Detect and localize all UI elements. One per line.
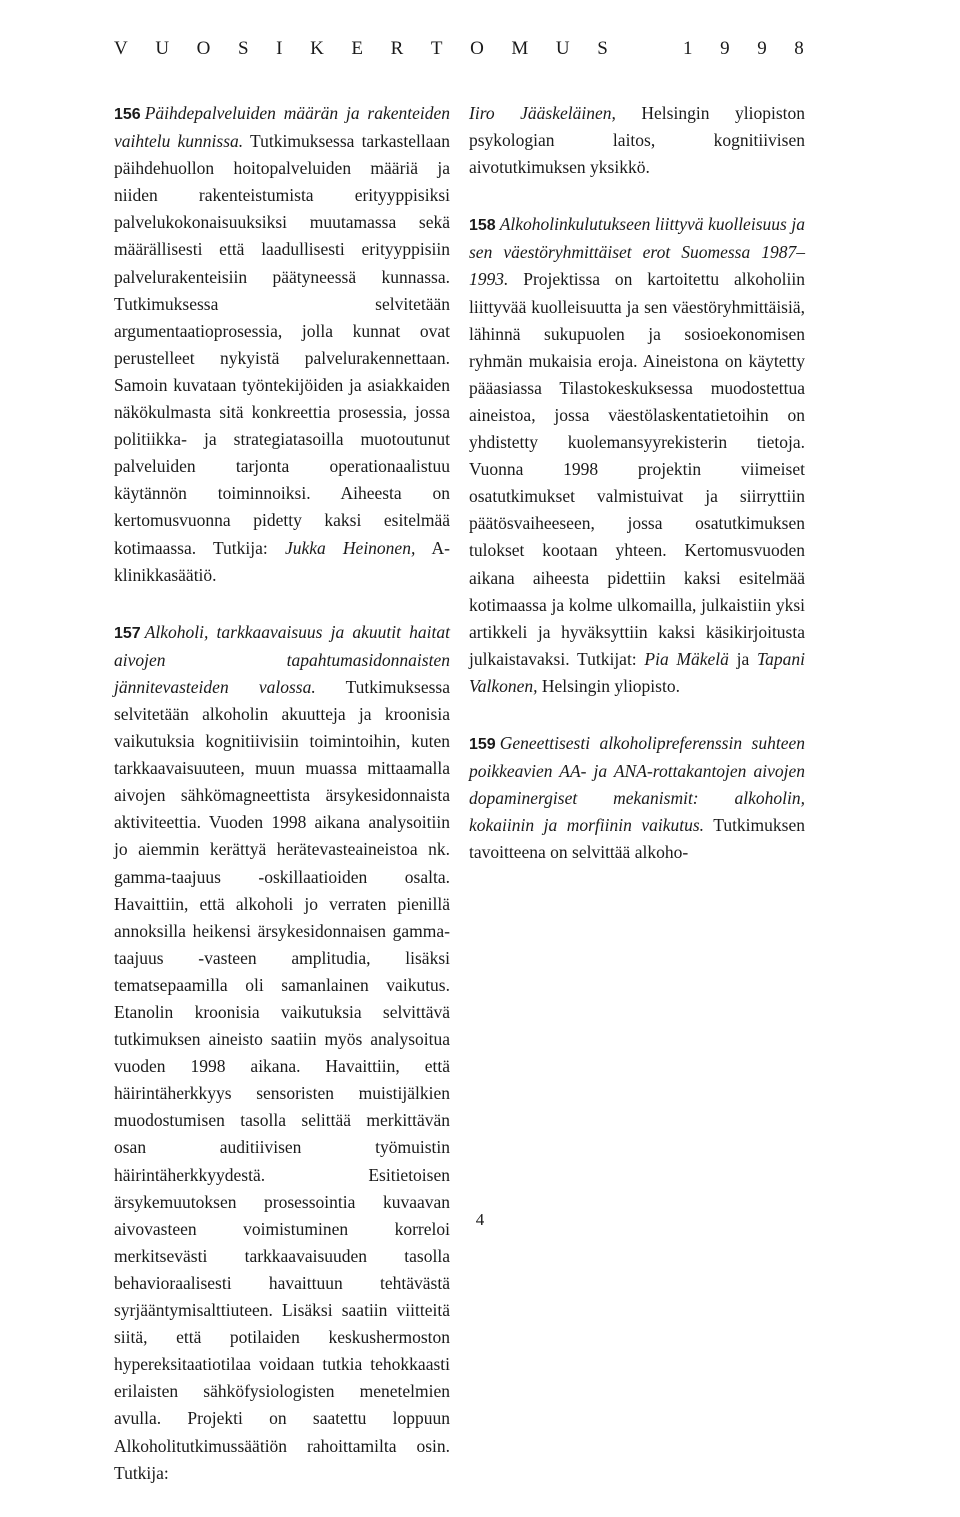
- right-column: [469, 100, 805, 896]
- entry-affiliation: Helsingin yliopisto.: [541, 675, 680, 696]
- research-entry-157: [114, 619, 450, 1487]
- header-letter: O: [196, 38, 211, 59]
- page-number: 4: [475, 1210, 485, 1229]
- header-letter: K: [310, 38, 324, 59]
- entry-number: 158: [469, 217, 496, 235]
- entry-number: 157: [114, 624, 141, 642]
- entry-affiliation: A-klinikkasäätiö.: [114, 537, 451, 585]
- entry-text: [114, 619, 450, 1487]
- header-letter: V: [114, 38, 128, 59]
- entry-body: Projektissa on kartoitettu alkoholiin liittyvää kuolleisuutta ja sen väestöryhmittäisiä, lähinnä sukupuolen ja sosioekonomisen ryhmän mukaisia eroja. Aineistona on käytetty pääasiassa Tilastokeskuksessa muodostettua aineistoa, jossa väestölaskentatietoihin on yhdistetty kuolemansyyrekisterin tietoja. Vuonna 1998 projektin viimeiset osatutkimukset valmistuivat ja siirryttiin päätösvaiheeseen, jossa osatutkimuksen tulokset kootaan yhteen. Kertomusvuoden aikana aiheesta pidettiin kaksi esitelmää kotimaassa ja kolme ulkomailla, julkaistiin yksi artikkeli ja hyväksyttiin kaksi käsikirjoitusta julkaistavaksi. Tutkijat:: [469, 269, 805, 669]
- entry-text: [469, 730, 805, 866]
- header-year-digit: 1: [683, 38, 693, 59]
- entry-title: Geneettisesti alkoholipreferenssin suhteen poikkeavien AA- ja ANA-rottakantojen aivojen dopaminergiset mekanismit: alkoholin, kokaiinin ja morfiinin vaikutus.: [469, 732, 805, 836]
- header-letter: O: [470, 38, 484, 59]
- entry-text: [469, 100, 805, 181]
- header-letter: T: [430, 38, 443, 59]
- header-letter: E: [351, 38, 364, 59]
- entry-text: [114, 100, 450, 589]
- header-letter: I: [276, 38, 283, 59]
- research-entry-158: [469, 211, 805, 700]
- header-letter: S: [237, 38, 249, 59]
- entry-affiliation: Helsingin yliopiston psykologian laitos, kognitiivisen aivotutkimuksen yksikkö.: [469, 103, 805, 178]
- entry-body: Tutkimuksessa tarkastellaan päihdehuollon hoitopalveluiden määriä ja niiden rakenteistumista erityyppisiksi palvelukokonaisuuksiksi muutamassa sekä määrällisesti että laadullisesti erityyppisiin palvelurakenteisiin päätyneessä kunnassa. Tutkimuksessa selvitetään argumentaatioprosessia, jolla kunnat ovat perustelleet nykyistä palvelurakennettaan. Samoin kuvataan työntekijöiden ja asiakkaiden näkökulmasta sitä konkreettia prosessia, jossa politiikka- ja strategiatasoilla muotoutunut palveluiden tarjonta operationaalistuu käytännön toiminnoiksi. Aiheesta on kertomusvuonna pidetty kaksi esitelmää kotimaassa. Tutkija:: [114, 131, 450, 558]
- research-entry-156: [114, 100, 450, 589]
- research-entry-157-continued: [469, 100, 805, 181]
- entry-text: [469, 211, 805, 700]
- entry-number: 156: [114, 106, 141, 123]
- entry-title: Päihdepalveluiden määrän ja rakenteiden vaihtelu kunnissa.: [114, 103, 450, 152]
- entry-researcher-2: Tapani Valkonen,: [469, 648, 806, 696]
- left-column: [114, 100, 450, 1517]
- header-year-digit: 9: [720, 38, 730, 59]
- header-letter: U: [155, 38, 170, 59]
- header-letter: M: [511, 38, 529, 59]
- entry-body: Tutkimuksen tavoitteena on selvittää alkoho-: [469, 815, 805, 863]
- entry-title: Alkoholinkulutukseen liittyvä kuolleisuus ja sen väestöryhmittäiset erot Suomessa 1987–1993.: [469, 214, 805, 290]
- entry-researcher: Pia Mäkelä: [644, 648, 729, 669]
- running-header: [114, 38, 804, 60]
- entry-researcher: Iiro Jääskeläinen,: [469, 103, 616, 123]
- entry-researcher-join: ja: [736, 648, 750, 669]
- entry-title: Alkoholi, tarkkaavaisuus ja akuutit haitat aivojen tapahtumasidonnaisten jännitevasteiden valossa.: [114, 621, 450, 697]
- entry-body: Tutkimuksessa selvitetään alkoholin akuutteja ja kroonisia vaikutuksia kognitiivisiin toimintoihin, kuten tarkkaavaisuuteen, muun muassa mittaamalla aivojen sähkömagneettista ärsykesidonnaista aktiviteettia. Vuoden 1998 aikana analysoitiin jo aiemmin kerättyä herätevasteaineistoa nk. gamma-taajuus -oskillaatioiden osalta. Havaittiin, että alkoholi jo verraten pienillä annoksilla heikensi ärsykesidonnaisen gamma-taajuus -vasteen amplitudia, lisäksi tematsepaamilla oli samanlainen vaikutus. Etanolin kroonisia vaikutuksia selvittävä tutkimuksen aineisto saatiin myös analysoitua vuoden 1998 aikana. Havaittiin, että häirintäherkkyys sensoristen muistijälkien muodostumisen tasolla selittää merkittävän osan auditiivisen työmuistin häirintäherkkyydestä. Esitietoisen ärsykemuutoksen prosessointia kuvaavan aivovasteen voimistuminen korreloi merkitsevästi tarkkaavaisuuden tasolla behavioraalisesti havaittuun tehtävästä syrjääntymisalttiuteen. Lisäksi saatiin viitteitä siitä, että potilaiden keskushermoston hypereksitaatiotilaa voidaan tutkia tehokkaasti erilaisten sähköfysiologisten menetelmien avulla. Projekti on saatettu loppuun Alkoholitutkimussäätiön rahoittamilta osin. Tutkija:: [114, 676, 450, 1483]
- header-letter: U: [555, 38, 570, 59]
- header-letter: S: [597, 38, 608, 59]
- research-entry-159: [469, 730, 805, 866]
- entry-number: 159: [469, 735, 496, 753]
- header-year-digit: 8: [794, 38, 804, 59]
- header-letter: R: [390, 38, 404, 59]
- entry-researcher: Jukka Heinonen,: [284, 537, 416, 558]
- header-year-digit: 9: [757, 38, 767, 59]
